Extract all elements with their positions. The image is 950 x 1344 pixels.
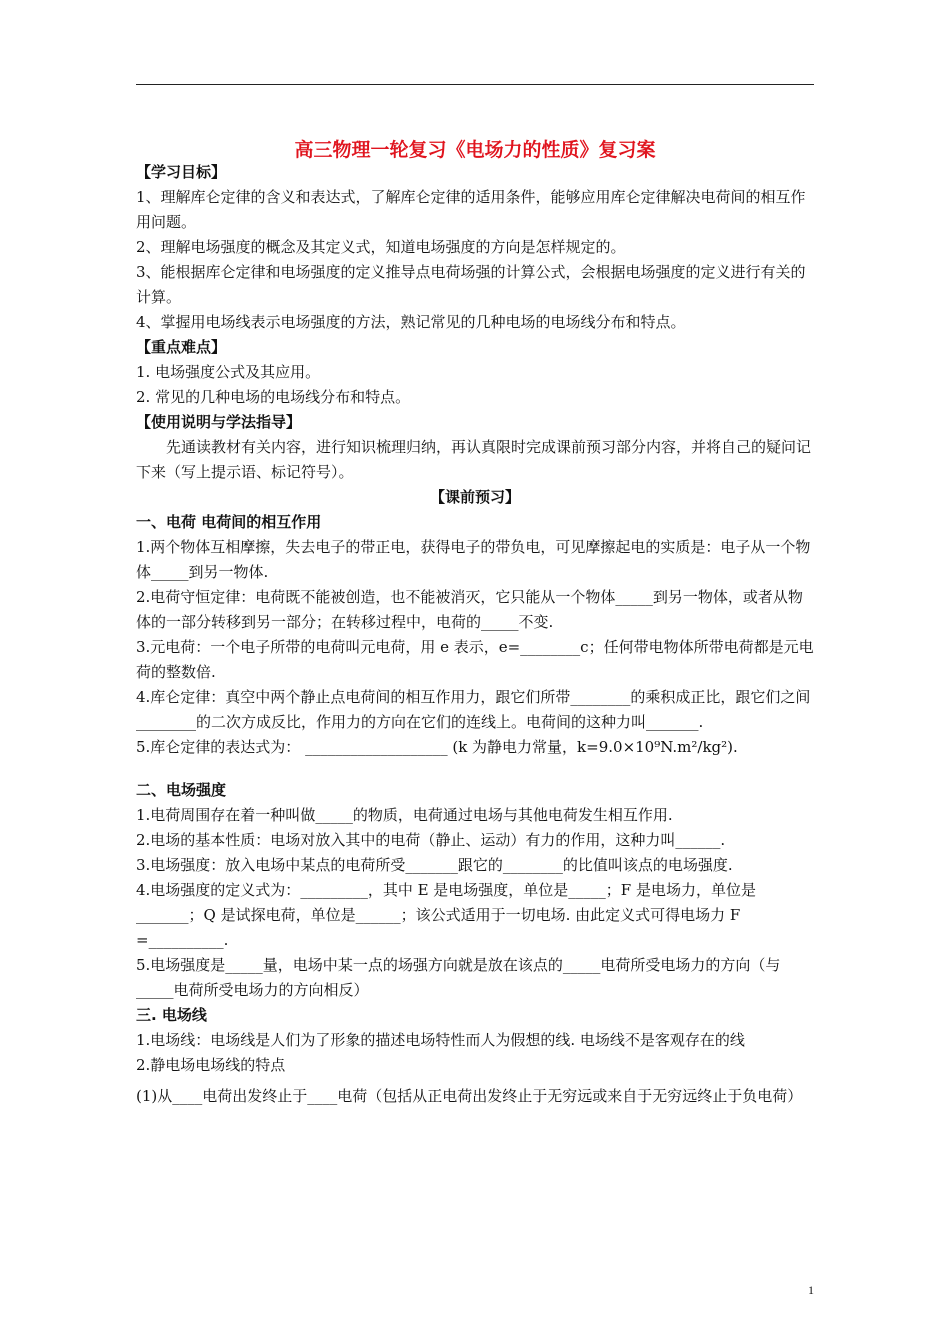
document-title: 高三物理一轮复习《电场力的性质》复习案 — [294, 139, 656, 161]
part1-item: 3.元电荷：一个电子所带的电荷叫元电荷，用 e 表示，e=________c；任何带电物体所带电荷都是元电荷的整数倍. — [136, 638, 814, 681]
key-point-item: 1. 电场强度公式及其应用。 — [136, 363, 321, 381]
part2-heading: 二、电场强度 — [136, 781, 227, 799]
part1-item: 2.电荷守恒定律：电荷既不能被创造，也不能被消灭，它只能从一个物体_____到另一物体，或者从物体的一部分转移到另一部分；在转移过程中，电荷的_____不变. — [136, 588, 803, 631]
goal-item: 4、掌握用电场线表示电场强度的方法，熟记常见的几种电场的电场线分布和特点。 — [136, 313, 686, 331]
document-body — [136, 160, 814, 1114]
goal-item: 3、能根据库仑定律和电场强度的定义推导点电荷场强的计算公式，会根据电场强度的定义进行有关的计算。 — [136, 263, 806, 306]
key-point-item: 2. 常见的几种电场的电场线分布和特点。 — [136, 388, 411, 406]
part1-item: 4.库仑定律：真空中两个静止点电荷间的相互作用力，跟它们所带________的乘积成正比，跟它们之间________的二次方成反比，作用力的方向在它们的连线上。电荷间的这种力叫_______. — [136, 688, 811, 731]
part2-item: 1.电荷周围存在着一种叫做_____的物质，电荷通过电场与其他电荷发生相互作用. — [136, 806, 673, 824]
part1-item: 5.库仑定律的表达式为： ___________________ (k 为静电力常量，k=9.0×10⁹N.m²/kg²). — [136, 738, 738, 756]
goal-item: 2、理解电场强度的概念及其定义式，知道电场强度的方向是怎样规定的。 — [136, 238, 626, 256]
header-rule — [136, 84, 814, 85]
part3-item: 2.静电场电场线的特点 — [136, 1056, 286, 1074]
part3-heading: 三. 电场线 — [136, 1006, 207, 1024]
goal-item: 1、理解库仑定律的含义和表达式，了解库仑定律的适用条件，能够应用库仑定律解决电荷间的相互作用问题。 — [136, 188, 806, 231]
part3-item: (1)从____电荷出发终止于____电荷（包括从正电荷出发终止于无穷远或来自于无穷远终止于负电荷） — [136, 1087, 803, 1105]
section-gap — [136, 760, 814, 778]
part1-heading: 一、电荷 电荷间的相互作用 — [136, 513, 322, 531]
part1-item: 1.两个物体互相摩擦，失去电子的带正电，获得电子的带负电，可见摩擦起电的实质是：电子从一个物体_____到另一物体. — [136, 538, 811, 581]
key-points-heading: 【重点难点】 — [136, 338, 227, 356]
preview-heading: 【课前预习】 — [429, 488, 520, 506]
part3-item: 1.电场线：电场线是人们为了形象的描述电场特性而人为假想的线. 电场线不是客观存在的线 — [136, 1031, 745, 1049]
part2-item: 3.电场强度：放入电场中某点的电荷所受_______跟它的________的比值叫该点的电场强度. — [136, 856, 733, 874]
page-number: 1 — [808, 1283, 814, 1297]
goals-heading: 【学习目标】 — [136, 163, 227, 181]
part2-item: 2.电场的基本性质：电场对放入其中的电荷（静止、运动）有力的作用，这种力叫______. — [136, 831, 726, 849]
part2-item: 5.电场强度是_____量，电场中某一点的场强方向就是放在该点的_____电荷所受电场力的方向（与_____电荷所受电场力的方向相反） — [136, 956, 781, 999]
guide-text: 先通读教材有关内容，进行知识梳理归纳，再认真限时完成课前预习部分内容，并将自己的疑问记下来（写上提示语、标记符号）。 — [136, 438, 812, 481]
part2-item: 4.电场强度的定义式为：_________，其中 E 是电场强度，单位是_____；F 是电场力，单位是_______；Q 是试探电荷，单位是______；该公式适用于一切电场. 由此定义式可得电场力 F =__________. — [136, 881, 756, 949]
guide-heading: 【使用说明与学法指导】 — [136, 413, 302, 431]
